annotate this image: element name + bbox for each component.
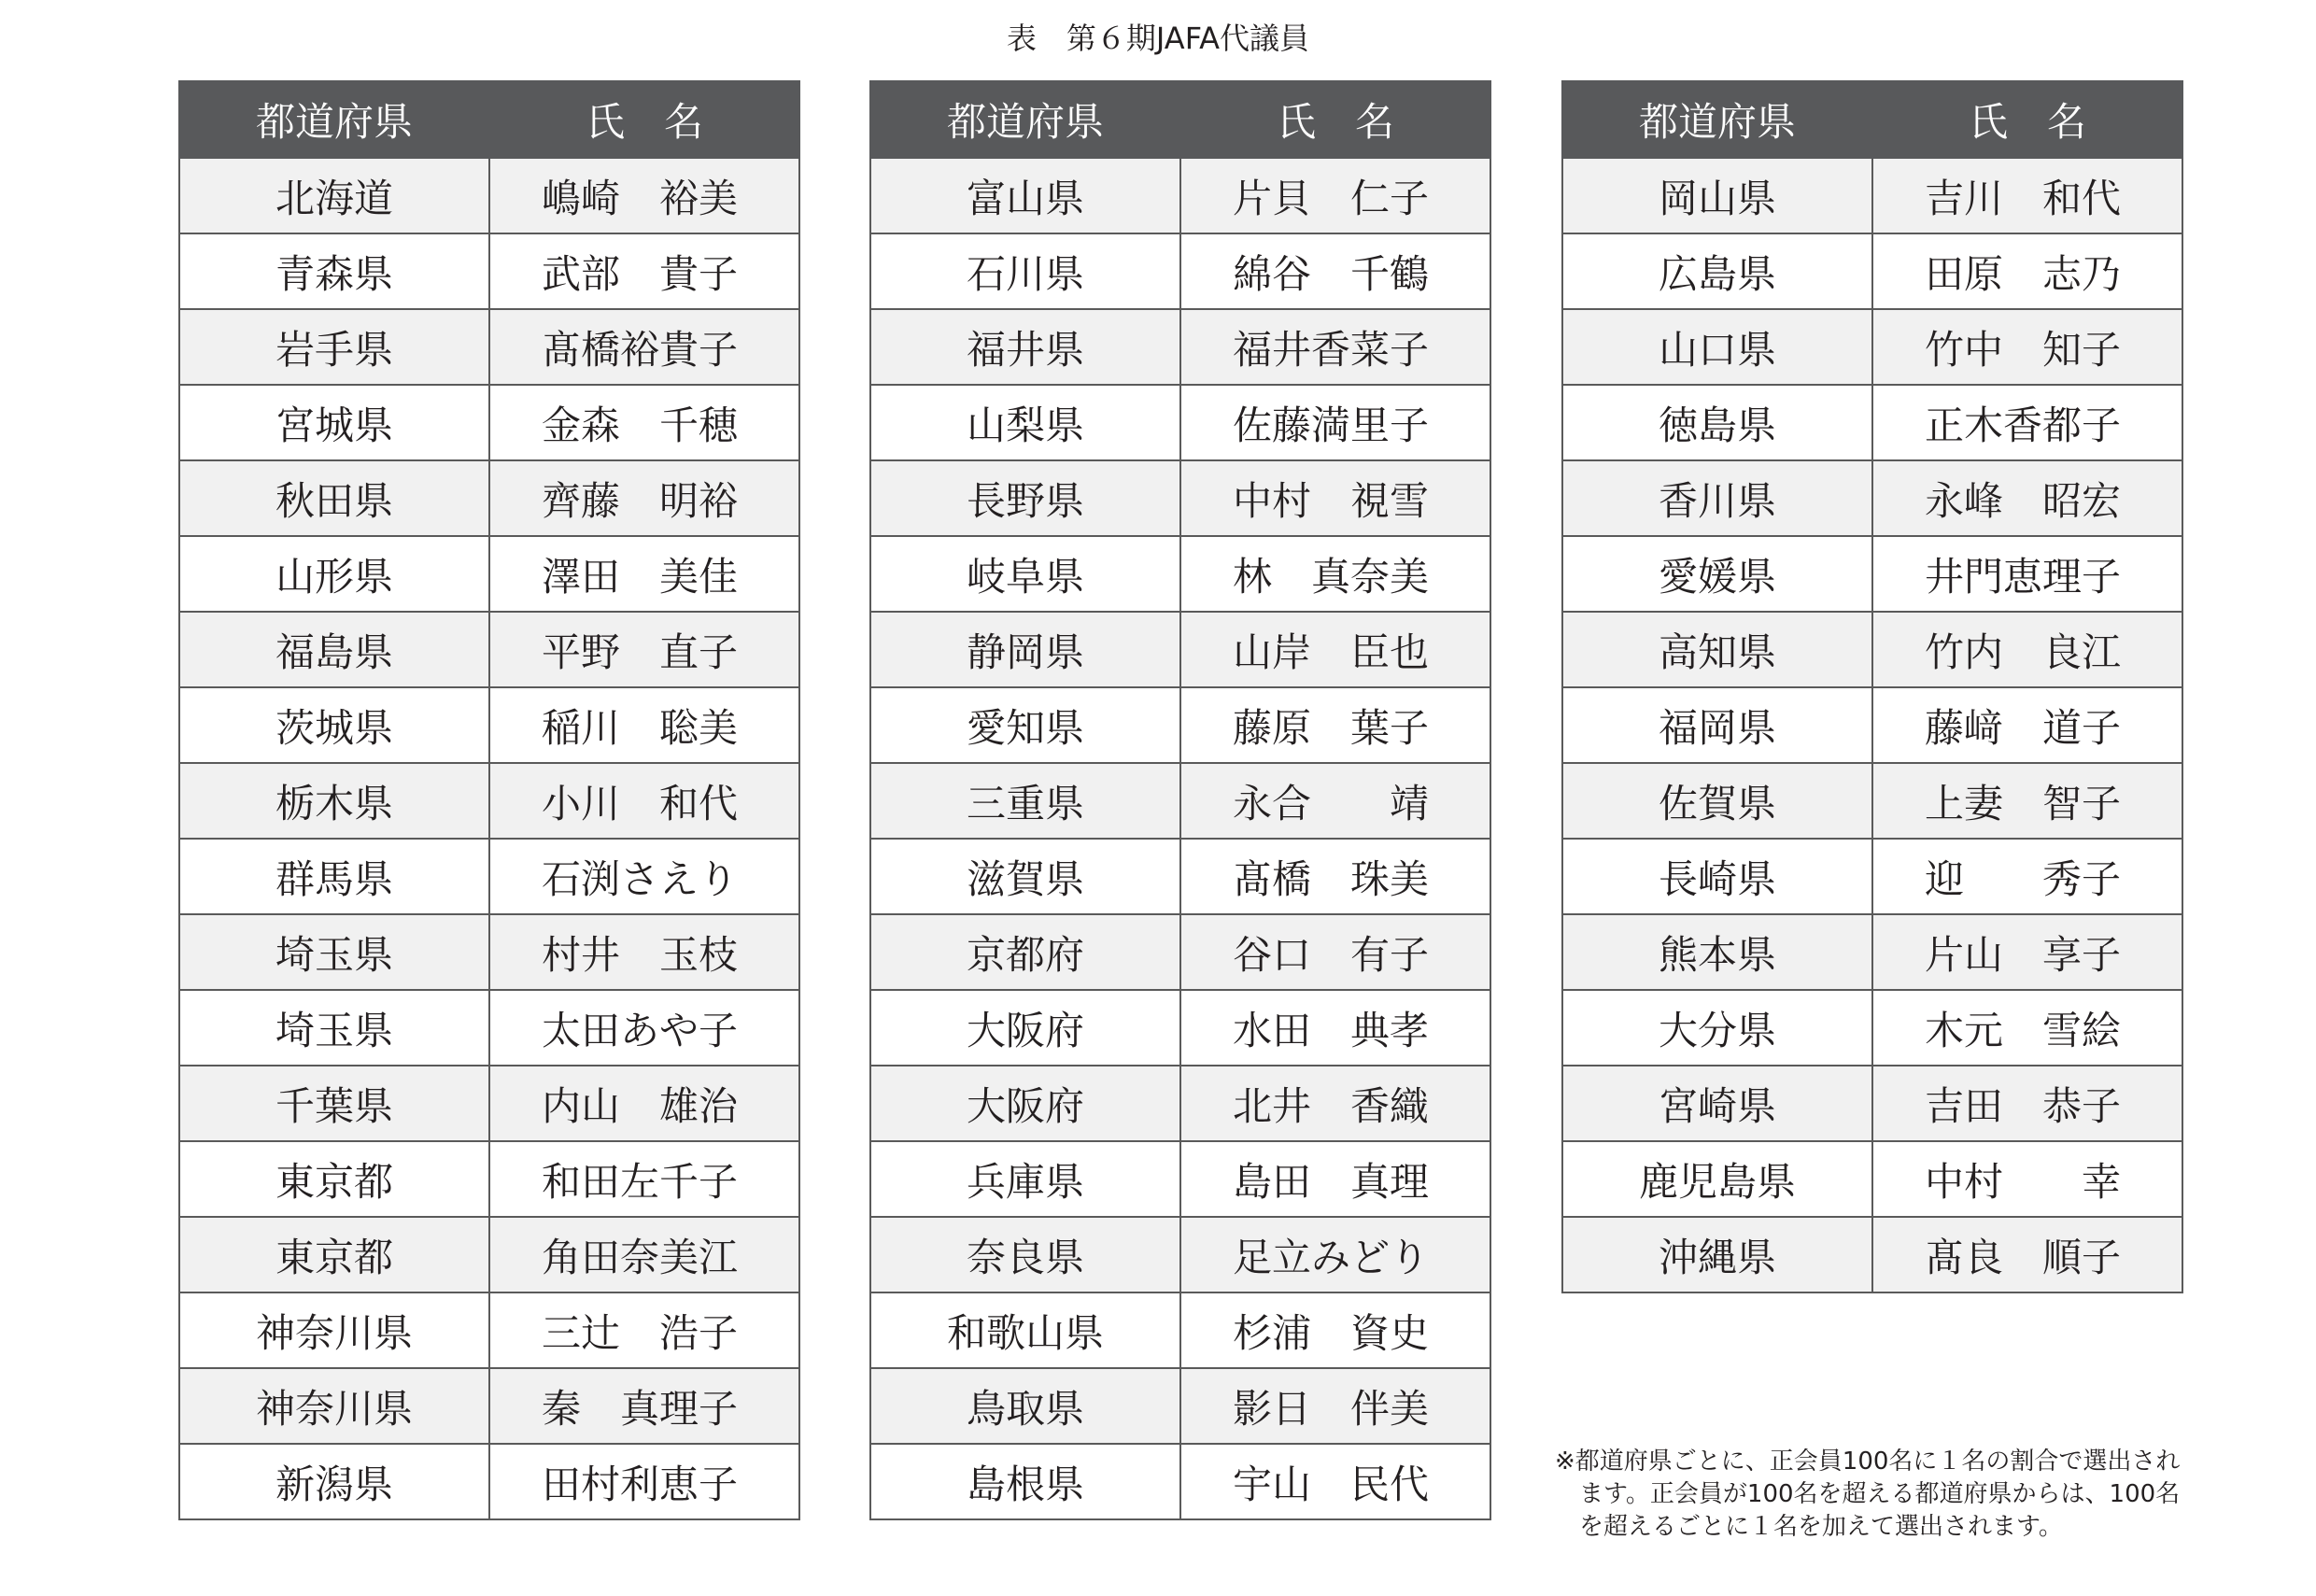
prefecture-cell: 栃木県 xyxy=(179,763,489,839)
name-cell: 谷口 有子 xyxy=(1180,914,1490,990)
name-cell: 木元 雪絵 xyxy=(1872,990,2182,1066)
prefecture-cell: 熊本県 xyxy=(1562,914,1872,990)
prefecture-cell: 香川県 xyxy=(1562,460,1872,536)
prefecture-cell: 神奈川県 xyxy=(179,1368,489,1444)
table-row xyxy=(1562,233,2182,309)
table-row xyxy=(870,839,1490,914)
prefecture-cell: 青森県 xyxy=(179,233,489,309)
prefecture-cell: 神奈川県 xyxy=(179,1292,489,1368)
table-row xyxy=(1562,763,2182,839)
name-cell: 和田左千子 xyxy=(489,1141,799,1217)
table-row xyxy=(179,763,799,839)
name-cell: 竹中 知子 xyxy=(1872,309,2182,385)
table-row xyxy=(1562,1066,2182,1141)
prefecture-cell: 愛媛県 xyxy=(1562,536,1872,612)
table-row xyxy=(870,1368,1490,1444)
table-row xyxy=(870,1444,1490,1519)
table-row xyxy=(1562,1217,2182,1292)
name-cell: 宇山 民代 xyxy=(1180,1444,1490,1519)
prefecture-cell: 埼玉県 xyxy=(179,990,489,1066)
table-row xyxy=(179,1292,799,1368)
table-row xyxy=(179,1368,799,1444)
name-cell: 内山 雄治 xyxy=(489,1066,799,1141)
prefecture-cell: 京都府 xyxy=(870,914,1180,990)
table-row xyxy=(870,1141,1490,1217)
prefecture-cell: 愛知県 xyxy=(870,687,1180,763)
table-row xyxy=(179,385,799,460)
name-cell: 平野 直子 xyxy=(489,612,799,687)
table-row xyxy=(870,309,1490,385)
name-cell: 吉川 和代 xyxy=(1872,158,2182,233)
column-header-name: 氏 名 xyxy=(1872,81,2182,158)
name-cell: 永合 靖 xyxy=(1180,763,1490,839)
column-header-prefecture: 都道府県 xyxy=(870,81,1180,158)
table-header-row xyxy=(870,81,1490,158)
name-cell: 中村 幸 xyxy=(1872,1141,2182,1217)
name-cell: 足立みどり xyxy=(1180,1217,1490,1292)
table-row xyxy=(870,460,1490,536)
name-cell: 田原 志乃 xyxy=(1872,233,2182,309)
prefecture-cell: 広島県 xyxy=(1562,233,1872,309)
prefecture-cell: 岩手県 xyxy=(179,309,489,385)
prefecture-cell: 大阪府 xyxy=(870,990,1180,1066)
prefecture-cell: 鹿児島県 xyxy=(1562,1141,1872,1217)
table-row xyxy=(870,536,1490,612)
delegate-table-2 xyxy=(869,80,1491,1520)
prefecture-cell: 石川県 xyxy=(870,233,1180,309)
table-row xyxy=(870,763,1490,839)
name-cell: 嶋崎 裕美 xyxy=(489,158,799,233)
table-row xyxy=(179,460,799,536)
prefecture-cell: 山形県 xyxy=(179,536,489,612)
prefecture-cell: 兵庫県 xyxy=(870,1141,1180,1217)
table-row xyxy=(870,385,1490,460)
prefecture-cell: 東京都 xyxy=(179,1141,489,1217)
prefecture-cell: 鳥取県 xyxy=(870,1368,1180,1444)
name-cell: 田村利恵子 xyxy=(489,1444,799,1519)
table-row xyxy=(179,1066,799,1141)
table-header-row xyxy=(1562,81,2182,158)
name-cell: 井門恵理子 xyxy=(1872,536,2182,612)
prefecture-cell: 岡山県 xyxy=(1562,158,1872,233)
name-cell: 髙橋 珠美 xyxy=(1180,839,1490,914)
name-cell: 秦 真理子 xyxy=(489,1368,799,1444)
name-cell: 齊藤 明裕 xyxy=(489,460,799,536)
selection-rule-note: ※都道府県ごとに、正会員100名に１名の割合で選出され ます。正会員が100名を超える都道府県からは、100名 を超えるごとに１名を加えて選出されます。 xyxy=(1555,1448,2181,1541)
name-cell: 影日 伴美 xyxy=(1180,1368,1490,1444)
table-row xyxy=(870,1217,1490,1292)
name-cell: 島田 真理 xyxy=(1180,1141,1490,1217)
name-cell: 竹内 良江 xyxy=(1872,612,2182,687)
prefecture-cell: 長崎県 xyxy=(1562,839,1872,914)
prefecture-cell: 宮崎県 xyxy=(1562,1066,1872,1141)
name-cell: 林 真奈美 xyxy=(1180,536,1490,612)
name-cell: 太田あや子 xyxy=(489,990,799,1066)
prefecture-cell: 岐阜県 xyxy=(870,536,1180,612)
prefecture-cell: 茨城県 xyxy=(179,687,489,763)
name-cell: 杉浦 資史 xyxy=(1180,1292,1490,1368)
table-row xyxy=(179,536,799,612)
table-row xyxy=(179,612,799,687)
name-cell: 髙良 順子 xyxy=(1872,1217,2182,1292)
prefecture-cell: 奈良県 xyxy=(870,1217,1180,1292)
prefecture-cell: 徳島県 xyxy=(1562,385,1872,460)
name-cell: 片山 享子 xyxy=(1872,914,2182,990)
name-cell: 村井 玉枝 xyxy=(489,914,799,990)
table-row xyxy=(870,1066,1490,1141)
prefecture-cell: 福島県 xyxy=(179,612,489,687)
prefecture-cell: 福井県 xyxy=(870,309,1180,385)
document-title: 表 第６期JAFA代議員 xyxy=(1006,21,1310,56)
prefecture-cell: 高知県 xyxy=(1562,612,1872,687)
name-cell: 北井 香織 xyxy=(1180,1066,1490,1141)
prefecture-cell: 沖縄県 xyxy=(1562,1217,1872,1292)
column-header-name: 氏 名 xyxy=(489,81,799,158)
prefecture-cell: 群馬県 xyxy=(179,839,489,914)
prefecture-cell: 滋賀県 xyxy=(870,839,1180,914)
prefecture-cell: 宮城県 xyxy=(179,385,489,460)
table-row xyxy=(1562,990,2182,1066)
table-row xyxy=(870,158,1490,233)
column-header-name: 氏 名 xyxy=(1180,81,1490,158)
table-row xyxy=(179,1444,799,1519)
name-cell: 片貝 仁子 xyxy=(1180,158,1490,233)
name-cell: 藤﨑 道子 xyxy=(1872,687,2182,763)
name-cell: 角田奈美江 xyxy=(489,1217,799,1292)
table-row xyxy=(870,612,1490,687)
table-row xyxy=(870,233,1490,309)
name-cell: 吉田 恭子 xyxy=(1872,1066,2182,1141)
prefecture-cell: 東京都 xyxy=(179,1217,489,1292)
prefecture-cell: 新潟県 xyxy=(179,1444,489,1519)
prefecture-cell: 佐賀県 xyxy=(1562,763,1872,839)
delegate-table-3 xyxy=(1561,80,2183,1293)
table-row xyxy=(1562,612,2182,687)
prefecture-cell: 千葉県 xyxy=(179,1066,489,1141)
prefecture-cell: 大分県 xyxy=(1562,990,1872,1066)
name-cell: 福井香菜子 xyxy=(1180,309,1490,385)
name-cell: 山岸 臣也 xyxy=(1180,612,1490,687)
name-cell: 正木香都子 xyxy=(1872,385,2182,460)
prefecture-cell: 山梨県 xyxy=(870,385,1180,460)
table-row xyxy=(870,687,1490,763)
name-cell: 石渕さえり xyxy=(489,839,799,914)
column-header-prefecture: 都道府県 xyxy=(179,81,489,158)
name-cell: 佐藤満里子 xyxy=(1180,385,1490,460)
name-cell: 永峰 昭宏 xyxy=(1872,460,2182,536)
table-row xyxy=(179,687,799,763)
table-header-row xyxy=(179,81,799,158)
name-cell: 髙橋裕貴子 xyxy=(489,309,799,385)
table-row xyxy=(870,1292,1490,1368)
name-cell: 水田 典孝 xyxy=(1180,990,1490,1066)
prefecture-cell: 埼玉県 xyxy=(179,914,489,990)
name-cell: 金森 千穂 xyxy=(489,385,799,460)
table-row xyxy=(870,914,1490,990)
name-cell: 迎 秀子 xyxy=(1872,839,2182,914)
name-cell: 藤原 葉子 xyxy=(1180,687,1490,763)
table-row xyxy=(1562,687,2182,763)
table-row xyxy=(179,990,799,1066)
table-row xyxy=(179,158,799,233)
prefecture-cell: 静岡県 xyxy=(870,612,1180,687)
delegate-table-1 xyxy=(178,80,800,1520)
name-cell: 三辻 浩子 xyxy=(489,1292,799,1368)
table-row xyxy=(1562,914,2182,990)
column-header-prefecture: 都道府県 xyxy=(1562,81,1872,158)
table-row xyxy=(1562,309,2182,385)
name-cell: 上妻 智子 xyxy=(1872,763,2182,839)
table-row xyxy=(1562,158,2182,233)
prefecture-cell: 大阪府 xyxy=(870,1066,1180,1141)
prefecture-cell: 山口県 xyxy=(1562,309,1872,385)
table-row xyxy=(1562,385,2182,460)
name-cell: 中村 視雪 xyxy=(1180,460,1490,536)
table-row xyxy=(179,1217,799,1292)
name-cell: 稲川 聡美 xyxy=(489,687,799,763)
name-cell: 武部 貴子 xyxy=(489,233,799,309)
prefecture-cell: 和歌山県 xyxy=(870,1292,1180,1368)
table-row xyxy=(179,839,799,914)
name-cell: 小川 和代 xyxy=(489,763,799,839)
table-row xyxy=(179,309,799,385)
table-row xyxy=(1562,839,2182,914)
prefecture-cell: 北海道 xyxy=(179,158,489,233)
name-cell: 澤田 美佳 xyxy=(489,536,799,612)
table-row xyxy=(179,233,799,309)
table-row xyxy=(179,914,799,990)
table-row xyxy=(1562,460,2182,536)
prefecture-cell: 島根県 xyxy=(870,1444,1180,1519)
table-row xyxy=(179,1141,799,1217)
table-row xyxy=(870,990,1490,1066)
prefecture-cell: 福岡県 xyxy=(1562,687,1872,763)
prefecture-cell: 長野県 xyxy=(870,460,1180,536)
prefecture-cell: 三重県 xyxy=(870,763,1180,839)
name-cell: 綿谷 千鶴 xyxy=(1180,233,1490,309)
prefecture-cell: 富山県 xyxy=(870,158,1180,233)
table-row xyxy=(1562,536,2182,612)
prefecture-cell: 秋田県 xyxy=(179,460,489,536)
table-row xyxy=(1562,1141,2182,1217)
